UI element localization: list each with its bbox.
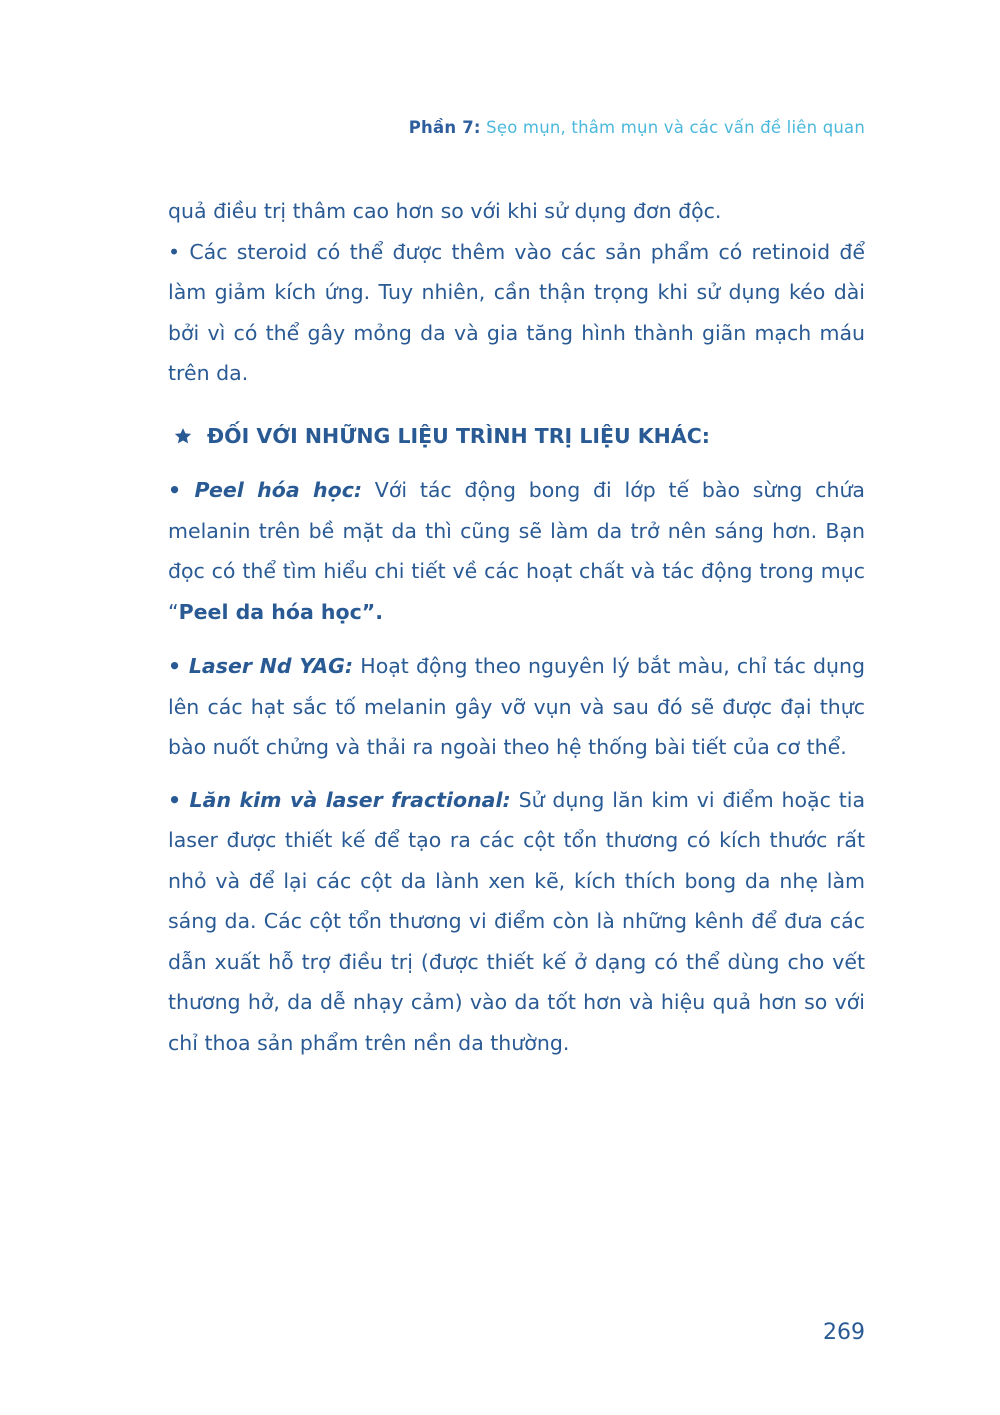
header-chapter-title: Sẹo mụn, thâm mụn và các vấn đề liên quan xyxy=(486,118,865,137)
item-text: Với tác động bong đi lớp tế bào sừng chứa melanin trên bề mặt da thì cũng sẽ làm da trở nên sáng hơn. Bạn đọc có thể tìm hiểu chi tiết về các hoạt chất và tác động trong mục “ xyxy=(168,478,865,624)
item-text: Sử dụng lăn kim vi điểm hoặc tia laser được thiết kế để tạo ra các cột tổn thương có kích thước rất nhỏ và để lại các cột da lành xen kẽ, kích thích bong da nhẹ làm sáng da. Các cột tổn thương vi điểm còn là những kênh để đưa các dẫn xuất hỗ trợ điều trị (được thiết kế ở dạng có thể dùng cho vết thương hở, da dễ nhạy cảm) vào da tốt hơn và hiệu quả hơn so với chỉ thoa sản phẩm trên nền da thường. xyxy=(168,787,866,1055)
list-item-peel xyxy=(168,470,865,632)
list-item-microneedling xyxy=(168,780,865,1064)
page-number: 269 xyxy=(823,1320,865,1345)
paragraph-continuation: quả điều trị thâm cao hơn so với khi sử dụng đơn độc. xyxy=(168,199,722,223)
header-part-label: Phần 7: xyxy=(408,118,481,137)
item-term: • Laser Nd YAG: xyxy=(168,654,354,678)
item-emphasis: Peel da hóa học”. xyxy=(178,599,384,624)
section-heading xyxy=(168,416,865,457)
item-term: • Lăn kim và laser fractional: xyxy=(168,787,511,812)
section-heading-text: ĐỐI VỚI NHỮNG LIỆU TRÌNH TRỊ LIỆU KHÁC: xyxy=(207,423,710,448)
item-term: • Peel hóa học: xyxy=(168,478,363,502)
item-text: Hoạt động theo nguyên lý bắt màu, chỉ tác dụng lên các hạt sắc tố melanin gây vỡ vụn và sau đó sẽ được đại thực bào nuốt chửng và thải ra ngoài theo hệ thống bài tiết của cơ thể. xyxy=(168,654,865,759)
page-body xyxy=(168,191,865,1063)
star-icon xyxy=(173,426,193,446)
paragraph-steroid-bullet: • Các steroid có thể được thêm vào các sản phẩm có retinoid để làm giảm kích ứng. Tuy nhiên, cần thận trọng khi sử dụng kéo dài bởi vì có thể gây mỏng da và gia tăng hình thành giãn mạch máu trên da. xyxy=(168,239,865,385)
running-header xyxy=(409,118,865,137)
list-item-laser-nd-yag xyxy=(168,646,865,768)
